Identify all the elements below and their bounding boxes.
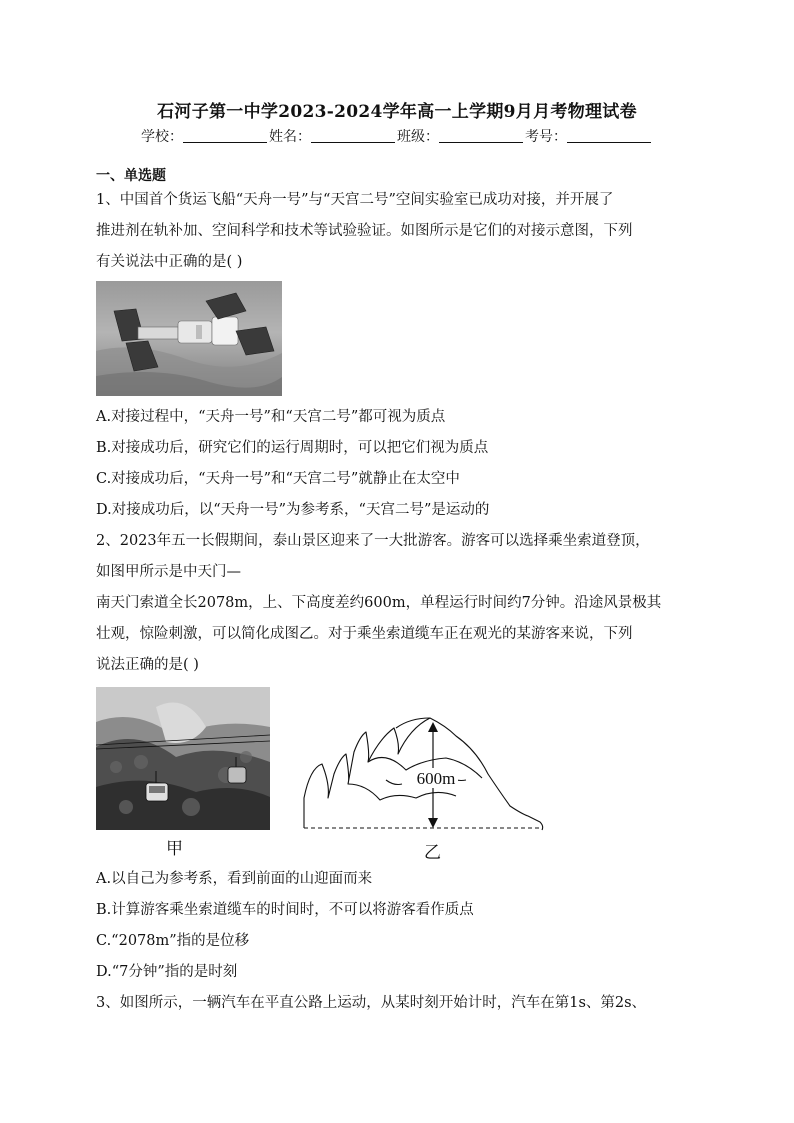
q2-stem-line-1: 2、2023年五一长假期间，泰山景区迎来了一大批游客。游客可以选择乘坐索道登顶，	[96, 533, 650, 549]
q2-stem-line-2: 如图甲所示是中天门—	[96, 564, 241, 580]
section-heading-single-choice: 一、单选题	[96, 168, 166, 184]
q1-option-c: C.对接成功后，“天舟一号”和“天宫二号”就静止在太空中	[96, 471, 460, 487]
class-label: 班级：	[397, 129, 439, 145]
exam-title: 石河子第一中学2023-2024学年高一上学期9月月考物理试卷	[157, 102, 637, 122]
q2-option-c: C.“2078m”指的是位移	[96, 933, 250, 949]
name-blank[interactable]	[311, 128, 395, 143]
q1-option-b: B.对接成功后，研究它们的运行周期时，可以把它们视为质点	[96, 440, 489, 456]
figure-a-caption: 甲	[166, 839, 183, 859]
height-label: 600m	[416, 769, 456, 788]
cable-car-photo	[96, 687, 270, 830]
q2-option-b: B.计算游客乘坐索道缆车的时间时，不可以将游客看作质点	[96, 902, 474, 918]
school-label: 学校：	[141, 129, 183, 145]
q2-stem-line-3: 南天门索道全长2078m，上、下高度差约600m，单程运行时间约7分钟。沿途风景极其	[96, 595, 662, 611]
figure-b-caption: 乙	[424, 843, 441, 863]
q2-stem-line-5: 说法正确的是( )	[96, 657, 199, 673]
q1-option-a: A.对接过程中，“天舟一号”和“天宫二号”都可视为质点	[96, 409, 446, 425]
class-blank[interactable]	[439, 128, 523, 143]
student-info-line	[0, 126, 794, 146]
q1-stem-line-1: 1、中国首个货运飞船“天舟一号”与“天宫二号”空间实验室已成功对接，并开展了	[96, 192, 614, 208]
q2-option-a: A.以自己为参考系，看到前面的山迎面而来	[96, 871, 373, 887]
q2-option-d: D.“7分钟”指的是时刻	[96, 964, 238, 980]
number-label: 考号：	[525, 129, 567, 145]
q2-stem-line-4: 壮观，惊险刺激，可以简化成图乙。对于乘坐索道缆车正在观光的某游客来说，下列	[96, 626, 633, 642]
name-label: 姓名：	[269, 129, 311, 145]
school-blank[interactable]	[183, 128, 267, 143]
mountain-diagram	[296, 688, 546, 834]
q3-stem-line-1: 3、如图所示，一辆汽车在平直公路上运动，从某时刻开始计时，汽车在第1s、第2s、	[96, 995, 647, 1011]
number-blank[interactable]	[567, 128, 651, 143]
spacecraft-docking-figure	[96, 281, 282, 396]
q1-stem-line-3: 有关说法中正确的是( )	[96, 254, 243, 270]
q1-stem-line-2: 推进剂在轨补加、空间科学和技术等试验验证。如图所示是它们的对接示意图，下列	[96, 223, 633, 239]
q1-option-d: D.对接成功后，以“天舟一号”为参考系，“天宫二号”是运动的	[96, 502, 490, 518]
